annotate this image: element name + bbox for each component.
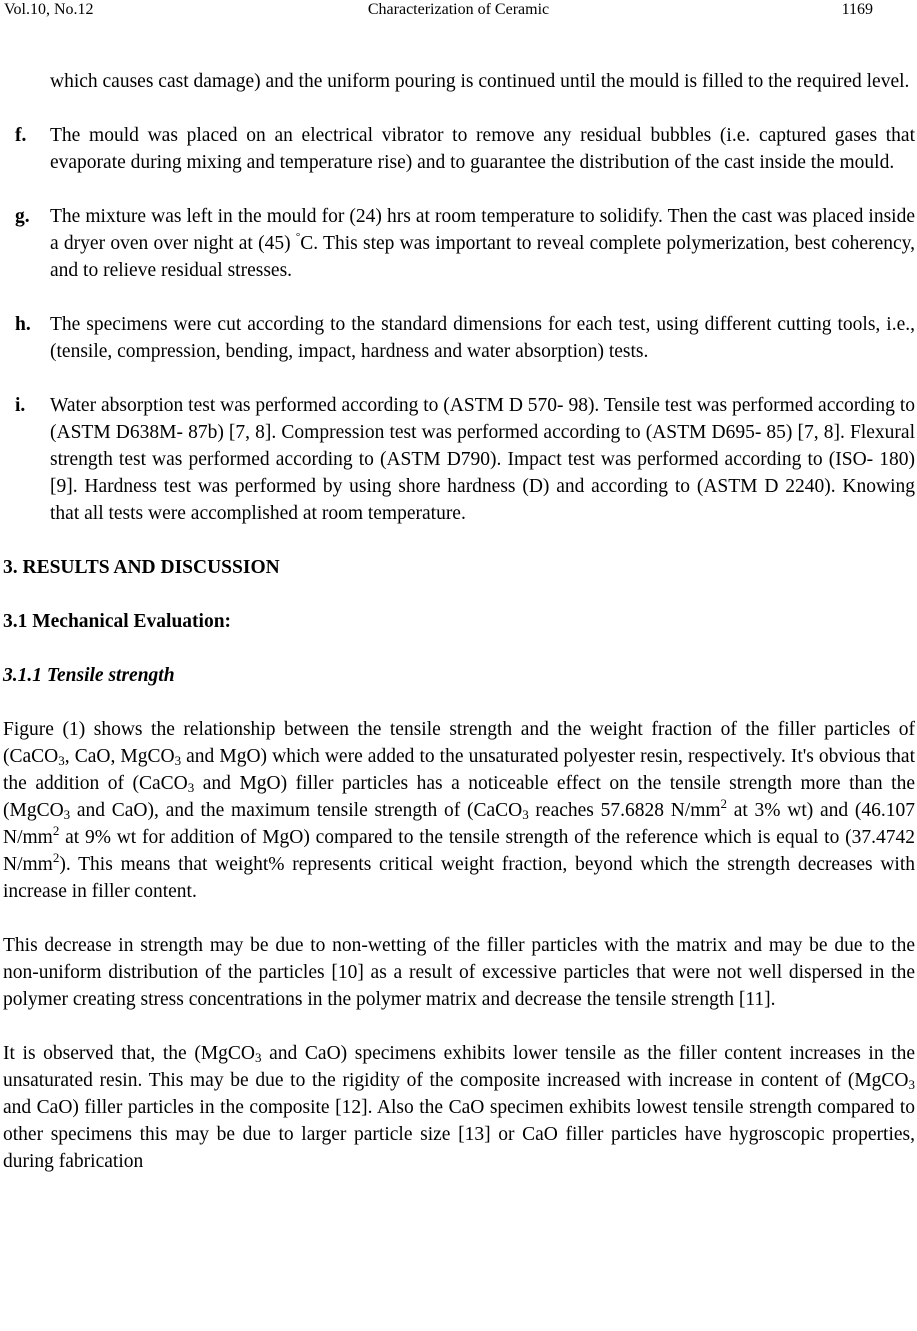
list-item-text: The mixture was left in the mould for (24) hrs at room temperature to solidify. Then the cast was placed inside a dryer oven over night at (45) °C. This step was important to reveal complete polymerization, best coherency, and to relieve residual stresses. (50, 206, 915, 281)
list-marker: g. (15, 206, 30, 227)
paragraph-lower-tensile: It is observed that, the (MgCO$_3$ and CaO) specimens exhibits lower tensile as the filler content increases in the unsaturated resin. This may be due to the rigidity of the composite increased with increase in content of (MgCO$_3$ and CaO) filler particles in the composite [12]. Also the CaO specimen exhibits lowest tensile strength compared to other specimens this may be due to larger particle size [13] or CaO filler particles have hygroscopic properties, during fabrication (3, 1043, 916, 1172)
running-title: Characterization of Ceramic (367, 1, 550, 18)
list-item-text: The specimens were cut according to the standard dimensions for each test, using different cutting tools, i.e., (tensile, compression, bending, impact, hardness and water absorption) tests. (50, 314, 915, 362)
list-item-text: Water absorption test was performed according to (ASTM D 570- 98). Tensile test was performed according to (ASTM D638M- 87b) [7, 8]. Compression test was performed according to (ASTM D695- 85) [7, 8]. Flexural strength test was performed according to (ASTM D790). Impact test was performed according to (ISO- 180) [9]. Hardness test was performed by using shore hardness (D) and according to (ASTM D 2240). Knowing that all tests were accomplished at room temperature. (50, 395, 915, 524)
list-marker: f. (15, 125, 27, 146)
list-marker: h. (15, 314, 31, 335)
section-heading: 3. RESULTS AND DISCUSSION (3, 557, 280, 578)
list-item-h (3, 311, 915, 365)
list-item-g (3, 203, 915, 284)
list-item-text: The mould was placed on an electrical vibrator to remove any residual bubbles (i.e. captured gases that evaporate during mixing and temperature rise) and to guarantee the distribution of the cast inside the mould. (50, 125, 915, 173)
list-item-f (3, 122, 915, 176)
subsubsection-heading: 3.1.1 Tensile strength (3, 665, 175, 686)
list-item-i (3, 392, 915, 527)
continued-paragraph: which causes cast damage) and the uniform pouring is continued until the mould is filled to the required level. (50, 71, 910, 92)
list-marker: i. (15, 395, 26, 416)
paragraph-strength-decrease: This decrease in strength may be due to non-wetting of the filler particles with the matrix and may be due to the non-uniform distribution of the particles [10] as a result of excessive particles that were not well dispersed in the polymer creating stress concentrations in the polymer matrix and decrease the tensile strength [11]. (3, 935, 915, 1010)
degree-symbol: ° (295, 231, 301, 243)
subsection-heading: 3.1 Mechanical Evaluation: (3, 611, 232, 632)
paragraph-tensile-results: Figure (1) shows the relationship between the tensile strength and the weight fraction of the filler particles of (CaCO$_3$, CaO, MgCO$_3$ and MgO) which were added to the unsaturated polyester resin, respectively. It's obvious that the addition of (CaCO$_3$ and MgO) filler particles has a noticeable effect on the tensile strength more than the (MgCO$_3$ and CaO), and the maximum tensile strength of (CaCO$_3$ reaches 57.6828 $N/mm^2$ at 3% wt) and (46.107 $N/mm^2$ at 9% wt for addition of MgO) compared to the tensile strength of the reference which is equal to (37.4742 $N/mm^2$). This means that weight% represents critical weight fraction, beyond which the strength decreases with increase in filler content. (3, 719, 915, 902)
page-number: 1169 (841, 1, 873, 18)
running-header (0, 0, 917, 22)
page-body (3, 68, 915, 1202)
journal-volume: Vol.10, No.12 (4, 1, 94, 18)
